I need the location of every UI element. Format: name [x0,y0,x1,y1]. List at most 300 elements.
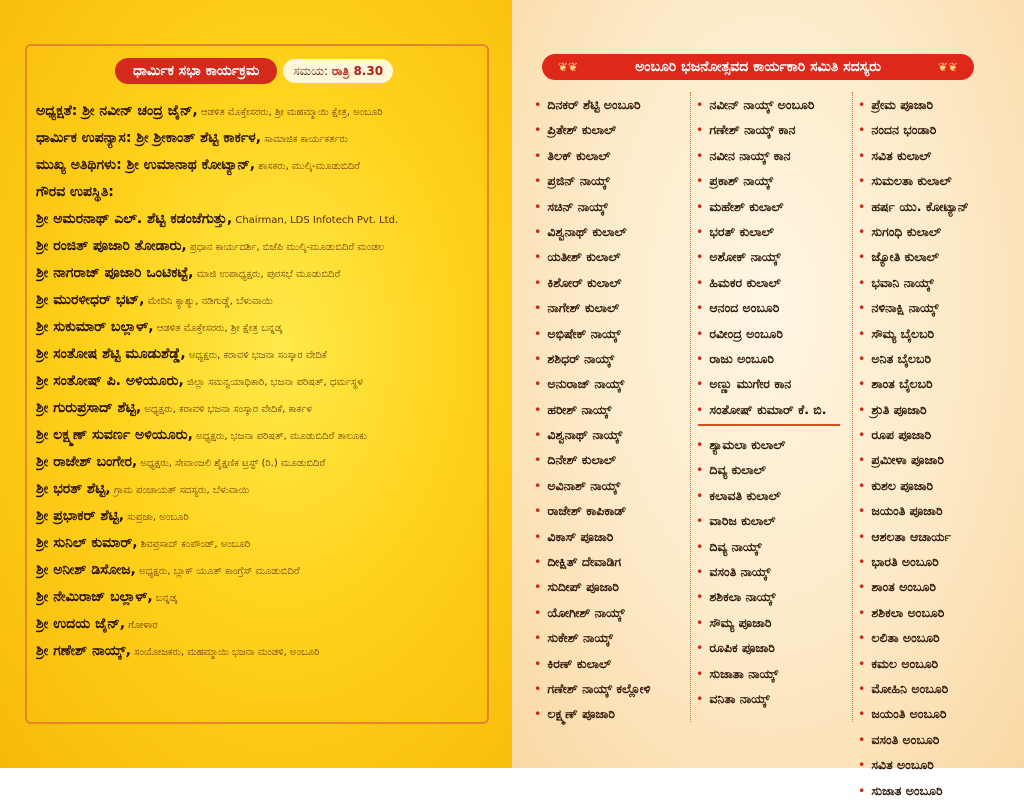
member-item [696,534,785,559]
member-name: ಜಯಂತಿ ಅಂಬೂರಿ [871,706,947,722]
bullet-icon: • [534,579,542,595]
guest-line [36,528,481,555]
bullet-icon: • [696,198,704,214]
bullet-icon: • [534,198,542,214]
column-2-separator [698,424,840,426]
member-item [858,143,969,168]
member-name: ಗಣೇಶ್ ನಾಯ್ಕ್ ಕಾನ [709,122,796,138]
bullet-icon: • [534,350,542,366]
member-item [858,244,969,269]
member-name: ರೂಪಿಕ ಪೂಜಾರಿ [709,640,775,656]
bullet-icon: • [534,325,542,341]
guest-designation: ಜಿಲ್ಲಾ ಸಮನ್ವಯಾಧಿಕಾರಿ, ಭಜನಾ ಪರಿಷತ್, ಧರ್ಮಸ್ಥಳ [183,377,363,388]
member-name: ಮೋಹಿನಿ ಅಂಬೂರಿ [871,680,949,696]
member-item [858,524,969,549]
bullet-icon: • [696,249,704,265]
guest-line [36,636,481,663]
guest-name: ಶ್ರೀ ಭರತ್ ಶೆಟ್ಟಿ, [36,481,111,497]
guest-line [36,447,481,474]
member-name: ಸುಜಾತಾ ನಾಯ್ಕ್ [709,665,779,681]
member-item [696,321,826,346]
bullet-icon: • [858,528,866,544]
bullet-icon: • [696,614,704,630]
member-item [696,661,785,686]
bullet-icon: • [534,249,542,265]
member-item [534,676,651,701]
member-name: ಪ್ರೇಮ ಪೂಜಾರಿ [871,97,934,112]
bullet-icon: • [696,640,704,656]
member-name: ಭಾರತಿ ಅಂಬೂರಿ [871,554,939,570]
member-name: ಕುಶಲ ಪೂಜಾರಿ [871,477,934,493]
member-item [534,422,651,447]
member-name: ಶ್ರುತಿ ಪೂಜಾರಿ [871,401,927,417]
guest-line [36,96,481,123]
bullet-icon: • [696,173,704,189]
bullet-icon: • [534,376,542,392]
guest-name: ಶ್ರೀ ರಾಜೇಶ್ ಬಂಗೇರ, [36,454,138,470]
bullet-icon: • [858,147,866,163]
guest-name: ಶ್ರೀ ಗುರುಪ್ರಸಾದ್ ಶೆಟ್ಟಿ, [36,400,142,416]
member-name: ಶಾಂತ ಅಂಬೂರಿ [871,579,936,595]
member-name: ಕಿಶೋರ್ ಕುಲಾಲ್ [547,274,622,290]
guest-designation: ಪ್ರಧಾನ ಕಾರ್ಯದರ್ಶಿ, ಬಿಜೆಪಿ ಮುಲ್ಕಿ-ಮೂಡುಬಿದಿರೆ ಮಂಡಲ [186,242,385,253]
member-name: ವಿಶ್ವನಾಥ್ ನಾಯ್ಕ್ [547,427,623,443]
member-item [534,447,651,472]
member-item [696,244,826,269]
guest-line [36,204,481,231]
guest-name: ಶ್ರೀ ಗಣೇಶ್ ನಾಯ್ಕ್, [36,643,131,659]
member-name: ವಿಶ್ವನಾಥ್ ಕುಲಾಲ್ [547,223,627,239]
guest-name: ಶ್ರೀ ಅನೀಶ್ ಡಿಸೋಜ, [36,562,136,578]
member-name: ಗಣೇಶ್ ನಾಯ್ಕ್ ಕಲ್ಲೋಳಿ [547,680,651,696]
guest-designation: ಅಧ್ಯಕ್ಷರು, ಬ್ಲಾಕ್ ಯೂತ್ ಕಾಂಗ್ರೆಸ್ ಮೂಡುಬಿದಿರೆ [135,566,300,577]
committee-column-1 [534,92,651,727]
member-name: ನವೀನ ನಾಯ್ಕ್ ಕಾನ [709,147,791,163]
member-name: ಅಣ್ಣು ಮುಗೇರ ಕಾನ [709,376,792,392]
member-item [696,194,826,219]
member-item [534,625,651,650]
bullet-icon: • [534,528,542,544]
guest-list [36,96,481,663]
guest-designation: ಸಾಮಾಜಿಕ ಕಾರ್ಯಕರ್ತರು [261,134,348,145]
bullet-icon: • [696,274,704,290]
bullet-icon: • [858,579,866,595]
member-item [534,651,651,676]
guest-name: ಶ್ರೀ ಅಮರನಾಥ್ ಎಲ್. ಶೆಟ್ಟಿ ಕಡಂಜೆಗುತ್ತು, [36,211,233,227]
member-item [534,244,651,269]
program-header [115,58,393,84]
bullet-icon: • [534,680,542,696]
committee-title [542,54,974,80]
member-item [696,432,785,457]
bullet-icon: • [858,782,866,798]
member-item [534,143,651,168]
right-ornament-icon: ❦❦ [937,60,958,74]
member-name: ನಂದನ ಭಂಡಾರಿ [871,122,937,138]
member-item [858,701,969,726]
column-divider [690,92,691,722]
member-item [534,498,651,523]
member-name: ಲಲಿತಾ ಅಂಬೂರಿ [871,630,940,646]
member-item [858,92,969,117]
member-item [534,117,651,142]
member-name: ಅಶೋಕ್ ನಾಯ್ಕ್ [709,249,781,265]
member-item [534,549,651,574]
bullet-icon: • [858,630,866,646]
member-name: ನಾಗೇಶ್ ಕುಲಾಲ್ [547,300,620,316]
bullet-icon: • [858,376,866,392]
bullet-icon: • [534,401,542,417]
guest-name: ಶ್ರೀ ಪ್ರಭಾಕರ್ ಶೆಟ್ಟಿ, [36,508,125,524]
bullet-icon: • [858,477,866,493]
member-item [858,727,969,752]
bullet-icon: • [534,427,542,443]
guest-name: ಶ್ರೀ ಉದಯ ಜೈನ್, [36,616,126,632]
bullet-icon: • [858,655,866,671]
member-name: ಅನಿತ ಬೈಲಬರಿ [871,350,932,366]
member-name: ಶಶಿಧರ್ ನಾಯ್ಕ್ [547,350,615,366]
guest-name: ಶ್ರೀ ರಂಜಿತ್ ಪೂಜಾರಿ ತೋಡಾರು, [36,238,187,254]
guest-line [36,258,481,285]
member-item [696,457,785,482]
member-name: ಭರತ್ ಕುಲಾಲ್ [709,223,774,239]
guest-designation: ಅಧ್ಯಕ್ಷರು, ಕರಾವಳಿ ಭಜನಾ ಸಂಸ್ಕಾರ ವೇದಿಕೆ [185,350,327,361]
member-name: ವಾರಿಜ ಕುಲಾಲ್ [709,513,776,529]
bullet-icon: • [534,223,542,239]
member-item [696,397,826,422]
member-item [858,676,969,701]
bullet-icon: • [534,630,542,646]
guest-designation: ಅಧ್ಯಕ್ಷರು, ಕರಾವಳಿ ಭಜನಾ ಸಂಸ್ಕಾರ ವೇದಿಕೆ, ಕಾರ್ಕಳ [141,404,312,415]
guest-designation: ಮೇದಿನಿ ಕ್ಯಾಶ್ಯು, ನಡಿಗುಡ್ಡೆ, ಬೆಳುವಾಯಿ [144,296,273,307]
member-name: ಮಹೇಶ್ ಕುಲಾಲ್ [709,198,784,214]
member-name: ಪ್ರಮೀಳಾ ಪೂಜಾರಿ [871,452,944,468]
member-item [696,584,785,609]
member-name: ಸುಜಾತ ಅಂಬೂರಿ [871,782,943,798]
member-name: ಆಶಲತಾ ಆಚಾರ್ಯ [871,528,952,544]
bullet-icon: • [858,249,866,265]
bullet-icon: • [696,350,704,366]
member-name: ಹರ್ಷ ಯು. ಕೋಟ್ಯಾನ್ [871,198,969,214]
member-item [858,371,969,396]
committee-column-3 [858,92,969,803]
member-name: ವನಿತಾ ನಾಯ್ಕ್ [709,690,770,706]
member-name: ಕಿರಣ್ ಕುಲಾಲ್ [547,655,612,671]
guest-designation: ಶಾಸಕರು, ಮುಲ್ಕಿ-ಮೂಡುಬಿದಿರೆ [255,161,360,172]
guest-name: ಶ್ರೀ ಮುರಳೀಧರ್ ಭಟ್, [36,292,145,308]
program-title: ಧಾರ್ಮಿಕ ಸಭಾ ಕಾರ್ಯಕ್ರಮ [115,58,277,84]
bullet-icon: • [858,198,866,214]
member-item [534,473,651,498]
member-name: ಅನುರಾಜ್ ನಾಯ್ಕ್ [547,376,625,392]
bullet-icon: • [696,147,704,163]
bullet-icon: • [534,503,542,519]
guest-name: ಶ್ರೀ ಸುನಿಲ್ ಕುಮಾರ್, [36,535,138,551]
bullet-icon: • [696,401,704,417]
bullet-icon: • [858,680,866,696]
bullet-icon: • [858,706,866,722]
member-item [534,321,651,346]
bullet-icon: • [858,401,866,417]
member-name: ಕಮಲ ಅಂಬೂರಿ [871,655,939,671]
guest-line [36,339,481,366]
time-badge [283,59,393,83]
bullet-icon: • [534,147,542,163]
member-name: ನವೀನ್ ನಾಯ್ಕ್ ಅಂಬೂರಿ [709,97,815,112]
member-item [534,219,651,244]
bullet-icon: • [534,554,542,570]
bullet-icon: • [858,97,866,112]
guest-designation: ಬನ್ನಡ್ಕ [152,593,177,604]
guest-name: ಶ್ರೀ ನೇಮಿರಾಜ್ ಬಲ್ಲಾಳ್, [36,589,153,605]
bullet-icon: • [696,376,704,392]
member-name: ಜ್ಯೋತಿ ಕುಲಾಲ್ [871,249,939,265]
guest-designation: ಸುಪ್ರಜಾ, ಅಂಬೂರಿ [124,512,189,523]
member-name: ಪ್ರಿತೇಶ್ ಕುಲಾಲ್ [547,122,617,138]
member-item [858,549,969,574]
member-name: ರಾಜೇಶ್ ಕಾಪಿಕಾಡ್ [547,503,627,519]
bullet-icon: • [696,97,704,112]
member-name: ವಸಂತಿ ಅಂಬೂರಿ [871,731,940,747]
member-item [858,321,969,346]
guest-line [36,150,481,177]
member-name: ಯೋಗೀಶ್ ನಾಯ್ಕ್ [547,604,625,620]
bullet-icon: • [696,122,704,138]
time-value: ರಾತ್ರಿ 8.30 [331,64,384,78]
guest-line [36,609,481,636]
member-item [696,686,785,711]
guest-line [36,474,481,501]
bullet-icon: • [696,437,704,452]
bullet-icon: • [858,427,866,443]
member-item [858,778,969,803]
member-name: ದಿನೇಶ್ ಕುಲಾಲ್ [547,452,617,468]
member-name: ಸವಿತ ಕುಲಾಲ್ [871,147,932,163]
guest-line [36,366,481,393]
member-name: ಹಿಮಕರ ಕುಲಾಲ್ [709,274,781,290]
member-item [858,625,969,650]
member-item [696,295,826,320]
member-name: ಶಶಿಕಲಾ ಅಂಬೂರಿ [871,604,945,620]
member-item [696,270,826,295]
member-name: ಶಾಂತ ಬೈಲಬರಿ [871,376,933,392]
bullet-icon: • [858,325,866,341]
guest-line [36,420,481,447]
member-name: ಜಯಂತಿ ಪೂಜಾರಿ [871,503,943,519]
member-name: ತಿಲಕ್ ಕುಲಾಲ್ [547,147,611,163]
guest-designation: ಗೋಳಾರ [125,620,158,631]
guest-designation: ಆಡಳಿತ ಮೊಕ್ತೇಸರರು, ಶ್ರೀ ಕ್ಷೇತ್ರ ಬನ್ನಡ್ಕ [153,323,283,334]
guest-designation: ಅಧ್ಯಕ್ಷರು, ಸೇವಾಂಜಲಿ ಶೈಕ್ಷಣಿಕ ಟ್ರಸ್ಟ್ (ರಿ.) ಮೂಡುಬಿದಿರೆ [137,458,326,469]
member-item [696,635,785,660]
member-name: ದಿನಕರ್ ಶೆಟ್ಟಿ ಅಂಬೂರಿ [547,97,641,112]
bullet-icon: • [696,589,704,605]
member-name: ವಿಕಾಸ್ ಪೂಜಾರಿ [547,528,614,544]
bullet-icon: • [534,122,542,138]
bullet-icon: • [858,122,866,138]
guest-name: ಶ್ರೀ ಸಂತೋಷ್ ಪಿ. ಅಳಿಯೂರು, [36,373,184,389]
member-item [858,194,969,219]
member-item [696,483,785,508]
guest-name: ಶ್ರೀ ಲಕ್ಷ್ಮಣ್ ಸುವರ್ಣ ಅಳಿಯೂರು, [36,427,193,443]
member-item [696,92,826,117]
guest-designation: ಶಿವಪ್ರಸಾದ್ ಕಂಪೌಂಡ್, ಅಂಬೂರಿ [137,539,251,550]
member-item [534,295,651,320]
column-divider [852,92,853,722]
member-item [858,219,969,244]
guest-designation: ಗ್ರಾಮ ಪಂಚಾಯತ್ ಸದಸ್ಯರು, ಬೆಳುವಾಯಿ [110,485,250,496]
bullet-icon: • [696,538,704,554]
bullet-icon: • [858,223,866,239]
bullet-icon: • [858,503,866,519]
member-name: ಶಶಿಕಲಾ ನಾಯ್ಕ್ [709,589,776,605]
member-name: ಅಭಿಷೇಕ್ ನಾಯ್ಕ್ [547,325,621,341]
member-item [534,524,651,549]
guest-line [36,393,481,420]
member-name: ಸುಮಲತಾ ಕುಲಾಲ್ [871,173,952,189]
member-name: ರವೀಂದ್ರ ಅಂಬೂರಿ [709,325,783,341]
bullet-icon: • [858,757,866,773]
member-item [858,498,969,523]
guest-name: ಶ್ರೀ ಸಂತೋಷ ಶೆಟ್ಟಿ ಮೂಡುಶೆಡ್ಡೆ, [36,346,186,362]
member-name: ದಿವ್ಯ ನಾಯ್ಕ್ [709,538,762,554]
guest-line [36,582,481,609]
member-name: ಸೌಮ್ಯ ಪೂಜಾರಿ [709,614,772,630]
member-item [696,346,826,371]
bullet-icon: • [858,300,866,316]
bullet-icon: • [534,452,542,468]
committee-title-text: ಅಂಬೂರಿ ಭಜನೋತ್ಸವದ ಕಾರ್ಯಕಾರಿ ಸಮಿತಿ ಸದಸ್ಯರು [635,59,881,75]
member-item [534,270,651,295]
member-name: ಅವಿನಾಶ್ ನಾಯ್ಕ್ [547,477,621,493]
bullet-icon: • [696,513,704,529]
member-item [696,143,826,168]
bullet-icon: • [534,655,542,671]
guest-line [36,312,481,339]
member-item [858,422,969,447]
guest-line [36,123,481,150]
member-name: ಸಂತೋಷ್ ಕುಮಾರ್ ಕೆ. ಬಿ. [709,401,827,417]
bullet-icon: • [858,554,866,570]
member-name: ಸುಗಂಧಿ ಕುಲಾಲ್ [871,223,941,239]
bullet-icon: • [534,706,542,722]
member-item [858,397,969,422]
guest-designation: ಮಾಜಿ ಉಪಾಧ್ಯಕ್ಷರು, ಪುರಸಭೆ ಮೂಡುಬಿದಿರೆ [193,269,341,280]
time-label: ಸಮಯ: [293,64,328,78]
bullet-icon: • [534,173,542,189]
bullet-icon: • [696,223,704,239]
member-item [858,574,969,599]
guest-line [36,177,481,204]
member-item [696,508,785,533]
member-name: ಯತೀಶ್ ಕುಲಾಲ್ [547,249,621,265]
bullet-icon: • [858,274,866,290]
member-name: ರಾಜು ಅಂಬೂರಿ [709,350,774,366]
member-name: ಲಕ್ಷ್ಮಣ್ ಪೂಜಾರಿ [547,706,615,722]
member-item [534,701,651,726]
guest-line [36,501,481,528]
member-name: ವಸಂತಿ ನಾಯ್ಕ್ [709,563,771,579]
committee-column-2-men [696,92,826,422]
guest-name: ಅಧ್ಯಕ್ಷತೆ: ಶ್ರೀ ನವೀನ್ ಚಂದ್ರ ಜೈನ್, [36,103,198,119]
member-item [858,752,969,777]
member-name: ಸೌಮ್ಯ ಬೈಲಬರಿ [871,325,935,341]
member-name: ಹರೀಶ್ ನಾಯ್ಕ್ [547,401,612,417]
guest-line [36,231,481,258]
member-item [534,371,651,396]
member-name: ಆನಂದ ಅಂಬೂರಿ [709,300,780,316]
member-item [534,574,651,599]
member-item [696,559,785,584]
member-name: ಸುದೀಪ್ ಪೂಜಾರಿ [547,579,619,595]
guest-name: ಧಾರ್ಮಿಕ ಉಪನ್ಯಾಸ: ಶ್ರೀ ಶ್ರೀಕಾಂತ್ ಶೆಟ್ಟಿ ಕಾರ್ಕಳ, [36,130,262,146]
guest-name: ಶ್ರೀ ನಾಗರಾಜ್ ಪೂಜಾರಿ ಒಂಟಿಕಟ್ಟೆ, [36,265,194,281]
member-name: ಪ್ರಕಾಶ್ ನಾಯ್ಕ್ [709,173,774,189]
member-item [858,346,969,371]
member-name: ನಳಿನಾಕ್ಷಿ ನಾಯ್ಕ್ [871,300,939,316]
guest-name: ಗೌರವ ಉಪಸ್ಥಿತಿ: [36,184,114,200]
guest-designation: Chairman, LDS Infotech Pvt. Ltd. [232,215,399,226]
member-name: ರೂಪ ಪೂಜಾರಿ [871,427,932,443]
bullet-icon: • [696,690,704,706]
bullet-icon: • [696,665,704,681]
guest-line [36,555,481,582]
member-item [696,219,826,244]
member-item [858,168,969,193]
member-name: ಸವಿತ ಅಂಬೂರಿ [871,757,934,773]
member-item [858,651,969,676]
bullet-icon: • [534,97,542,112]
bullet-icon: • [696,325,704,341]
committee-column-2-women [696,432,785,711]
member-item [534,600,651,625]
member-name: ಸುಕೇಶ್ ನಾಯ್ಕ್ [547,630,613,646]
bullet-icon: • [858,604,866,620]
member-item [696,610,785,635]
guest-designation: ಅಧ್ಯಕ್ಷರು, ಭಜನಾ ಪರಿಷತ್, ಮೂಡುಬಿದಿರೆ ತಾಲೂಕು [192,431,367,442]
member-item [858,117,969,142]
member-item [534,194,651,219]
member-item [696,168,826,193]
guest-designation: ಆಡಳಿತ ಮೊಕ್ತೇಸರರು, ಶ್ರೀ ಮಹಮ್ಮಾಯಿ ಕ್ಷೇತ್ರ, ಅಂಬೂರಿ [197,107,383,118]
member-name: ಕಲಾವತಿ ಕುಲಾಲ್ [709,487,781,503]
member-name: ದಿವ್ಯ ಕುಲಾಲ್ [709,462,766,478]
guest-name: ಮುಖ್ಯ ಅತಿಥಿಗಳು: ಶ್ರೀ ಉಮಾನಾಥ ಕೋಟ್ಯಾನ್, [36,157,256,173]
left-ornament-icon: ❦❦ [558,60,579,74]
guest-line [36,285,481,312]
bullet-icon: • [696,300,704,316]
bullet-icon: • [534,604,542,620]
bullet-icon: • [858,173,866,189]
member-item [534,168,651,193]
guest-name: ಶ್ರೀ ಸುಕುಮಾರ್ ಬಲ್ಲಾಳ್, [36,319,154,335]
bullet-icon: • [534,477,542,493]
guest-designation: ಸಂಯೋಜಕರು, ಮಹಮ್ಮಾಯಿ ಭಜನಾ ಮಂಡಳಿ, ಅಂಬೂರಿ [130,647,320,658]
bullet-icon: • [858,350,866,366]
bullet-icon: • [696,462,704,478]
member-name: ದೀಕ್ಷಿತ್ ದೇವಾಡಿಗ [547,554,622,570]
member-item [696,117,826,142]
member-item [534,397,651,422]
member-item [858,473,969,498]
bullet-icon: • [534,300,542,316]
member-item [534,346,651,371]
member-item [858,600,969,625]
member-item [696,371,826,396]
member-item [858,295,969,320]
member-name: ಶ್ಯಾಮಲಾ ಕುಲಾಲ್ [709,437,786,452]
bullet-icon: • [696,487,704,503]
